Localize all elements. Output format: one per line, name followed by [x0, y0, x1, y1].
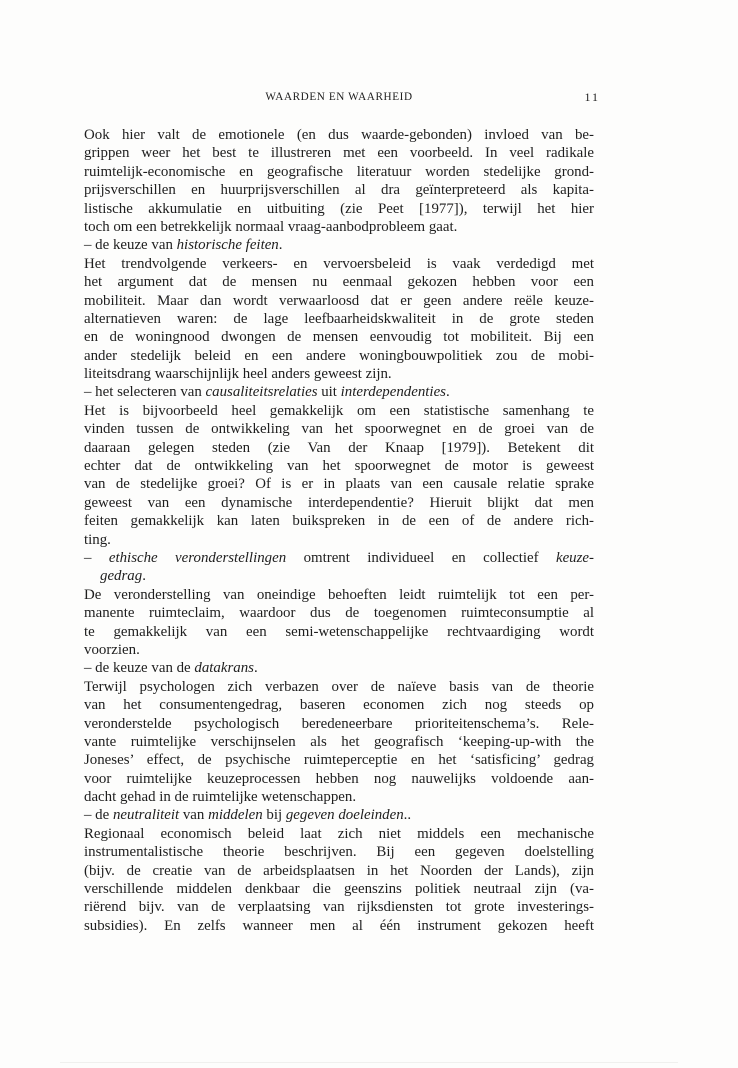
text-run: grippen weer het best te illustreren met een voorbeeld. In veel radikale	[84, 145, 594, 162]
text-run: geweest van een dynamische interdependentie? Hieruit blijkt dat men	[84, 494, 594, 511]
text-run: .	[278, 237, 283, 254]
text-run: verschillende middelen denkbaar die geenszins politiek neutraal zijn (va-	[84, 881, 594, 898]
text-run: (bijv. de creatie van de arbeidsplaatsen in het Noorden der Lands), zijn	[84, 862, 594, 879]
text-run: dacht gehad in de ruimtelijke wetenschappen.	[84, 789, 357, 806]
paragraph-line	[84, 512, 594, 530]
paragraph-line	[84, 347, 594, 365]
text-run: Het trendvolgende verkeers- en vervoersbeleid is vaak verdedigd met	[84, 255, 594, 272]
paragraph-line	[84, 402, 594, 420]
paragraph-line	[84, 715, 594, 733]
text-run: riërend bijv. van de verplaatsing van rijksdiensten tot grote investerings-	[84, 899, 594, 916]
text-run: toch om een betrekkelijk normaal vraag-aanbodprobleem gaat.	[84, 218, 458, 235]
running-title: WAARDEN EN WAARHEID	[265, 91, 413, 103]
page-number: 11	[584, 90, 600, 104]
text-run: bij	[262, 807, 286, 824]
paragraph-line	[84, 788, 594, 806]
text-run: het argument dat de mensen nu eenmaal gekozen hebben voor een	[84, 274, 594, 291]
paragraph-line	[84, 475, 594, 493]
italic-text: causaliteitsrelaties	[205, 384, 318, 401]
text-run: De veronderstelling van oneindige behoeften leidt ruimtelijk tot een per-	[84, 586, 594, 603]
running-head	[78, 89, 600, 105]
paragraph-line	[84, 457, 594, 475]
text-run: Ook hier valt de emotionele (en dus waarde-gebonden) invloed van be-	[84, 127, 594, 143]
text-run: manente ruimteclaim, waardoor dus de toegenomen ruimteconsumptie al	[84, 605, 594, 622]
text-run: – de	[84, 807, 113, 824]
text-run: listische akkumulatie en uitbuiting (zie Peet [1977]), terwijl het hier	[84, 200, 594, 217]
text-run: .	[253, 660, 258, 677]
text-run: liteitsdrang waarschijnlijk heel anders geweest zijn.	[84, 366, 392, 383]
text-run: feiten gemakkelijk kan laten buikspreken in de een of de andere rich-	[84, 513, 594, 530]
text-run: Terwijl psychologen zich verbazen over de naïeve basis van de theorie	[84, 678, 594, 695]
text-run: veronderstelde psychologisch beredeneerbare prioriteitenschema’s. Rele-	[84, 715, 594, 732]
paragraph-line	[84, 310, 594, 328]
text-run: – de keuze van de	[84, 660, 195, 677]
paragraph-line	[84, 751, 594, 769]
text-run: van het consumentengedrag, baseren economen zich nog steeds op	[84, 697, 594, 714]
list-item-line	[84, 236, 594, 254]
text-run: instrumentalistische theorie beschrijven. Bij een gegeven doelstelling	[84, 844, 594, 861]
text-run: .	[445, 384, 450, 401]
paragraph-line	[84, 586, 594, 604]
list-item-line	[84, 659, 594, 677]
body-text	[84, 126, 594, 935]
paragraph-line	[84, 163, 594, 181]
text-run: Joneses’ effect, de psychische ruimteperceptie en het ‘satisficing’ gedrag	[84, 752, 594, 769]
text-run: omtrent individueel en collectief	[286, 549, 556, 566]
paragraph-line	[84, 678, 594, 696]
italic-text: gedrag	[100, 568, 143, 585]
text-run: ruimtelijk-economische en geografische literatuur worden stedelijke grond-	[84, 163, 594, 180]
italic-text: neutraliteit	[112, 807, 180, 824]
text-run: vinden tussen de ontwikkeling van het spoorwegnet en de groei van de	[84, 421, 594, 438]
paragraph-line	[84, 862, 594, 880]
italic-text: middelen	[208, 807, 263, 824]
paragraph-line	[84, 144, 594, 162]
text-run: te gemakkelijk van een semi-wetenschappelijke rechtvaardiging wordt	[84, 623, 594, 640]
paragraph-line	[84, 696, 594, 714]
text-run: .	[142, 568, 146, 585]
text-run: – de keuze van	[84, 237, 177, 254]
italic-text: keuze-	[555, 549, 594, 566]
text-run: vante ruimtelijke verschijnselen als het geografisch ‘keeping-up-with the	[84, 733, 594, 750]
italic-text: historische feiten	[176, 237, 279, 254]
text-run: echter dat de ontwikkeling van het spoorwegnet de motor is geweest	[84, 458, 594, 475]
paragraph-line	[84, 365, 594, 383]
text-run: prijsverschillen en huurprijsverschillen al dra geïnterpreteerd als kapita-	[84, 182, 594, 199]
text-run: – het selecteren van	[84, 384, 206, 401]
paragraph-line	[84, 843, 594, 861]
list-item-line	[84, 549, 594, 567]
list-item-line	[84, 383, 594, 401]
paragraph-line	[84, 917, 594, 935]
paragraph-line	[84, 825, 594, 843]
paragraph-line	[84, 641, 594, 659]
paragraph-line	[84, 200, 594, 218]
text-run: –	[84, 549, 109, 566]
paragraph-line	[84, 255, 594, 273]
paragraph-line	[84, 273, 594, 291]
paragraph-line	[84, 733, 594, 751]
paragraph-line	[84, 328, 594, 346]
text-run: en de woningnood dwongen de mensen eenvoudig tot mobiliteit. Bij een	[84, 329, 594, 346]
paragraph-line	[84, 439, 594, 457]
text-run: uit	[317, 384, 341, 401]
text-run: subsidies). En zelfs wanneer men al één instrument gekozen heeft	[84, 917, 594, 934]
text-run: ..	[403, 807, 412, 824]
text-run: Regionaal economisch beleid laat zich niet middels een mechanische	[84, 825, 594, 842]
italic-text: gegeven doeleinden	[285, 807, 404, 824]
paragraph-line	[84, 770, 594, 788]
paragraph-line	[84, 494, 594, 512]
paragraph-line	[84, 898, 594, 916]
text-run: ting.	[84, 531, 111, 548]
paragraph-line	[84, 292, 594, 310]
paragraph-line	[84, 880, 594, 898]
paragraph-line	[84, 623, 594, 641]
list-item-line	[84, 567, 594, 585]
text-run: van de stedelijke groei? Of is er in plaats van een causale relatie sprake	[84, 476, 594, 493]
page-bottom-edge	[60, 1062, 678, 1063]
paragraph-line	[84, 126, 594, 144]
text-run: ander stedelijk beleid en een andere woningbouwpolitiek zou de mobi-	[84, 347, 594, 364]
text-run: daaraan gelegen steden (zie Van der Knaap [1979]). Betekent dit	[84, 439, 594, 456]
paragraph-line	[84, 531, 594, 549]
text-run: voorzien.	[84, 641, 140, 658]
paragraph-line	[84, 218, 594, 236]
text-run: voor ruimtelijke keuzeprocessen hebben nog nauwelijks voldoende aan-	[84, 770, 594, 787]
text-run: mobiliteit. Maar dan wordt verwaarloosd dat er geen andere reële keuze-	[84, 292, 594, 309]
italic-text: ethische veronderstellingen	[108, 549, 287, 566]
paragraph-line	[84, 181, 594, 199]
paragraph-line	[84, 604, 594, 622]
italic-text: interdependenties	[340, 384, 446, 401]
text-run: alternatieven waren: de lage leefbaarheidskwaliteit in de grote steden	[84, 310, 594, 327]
list-item-line	[84, 806, 594, 824]
text-run: van	[179, 807, 209, 824]
paragraph-line	[84, 420, 594, 438]
text-run: Het is bijvoorbeeld heel gemakkelijk om een statistische samenhang te	[84, 402, 594, 419]
italic-text: datakrans	[194, 660, 254, 677]
